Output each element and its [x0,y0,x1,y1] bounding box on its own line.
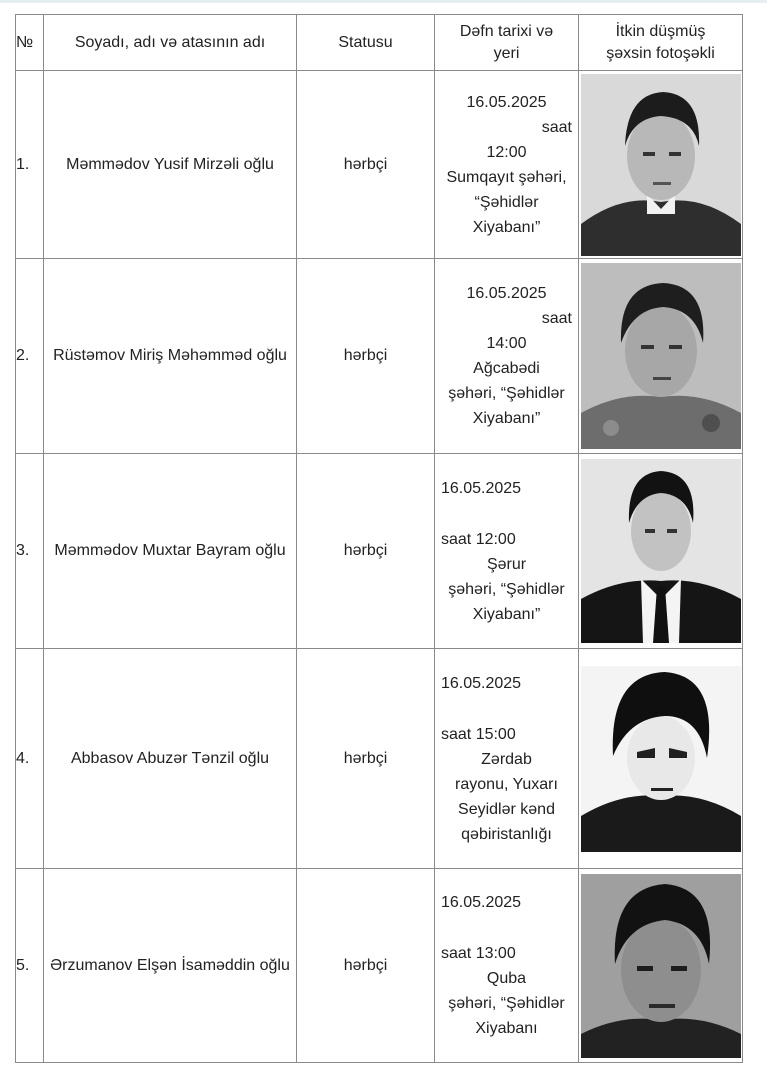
burial-place-line: rayonu, Yuxarı [455,775,558,793]
burial-place-line: Ağcabədi [473,360,540,377]
photo-cell [579,869,743,1063]
person-status: hərbçi [297,454,435,649]
person-status: hərbçi [297,649,435,869]
burial-place-line: Seyidlər kənd [458,800,555,818]
row-number: 5. [16,869,44,1063]
header-burial-line-2: yeri [493,44,520,62]
photo-cell [579,649,743,869]
row-number: 1. [16,71,44,259]
table-row [16,259,743,454]
person-name: Məmmədov Yusif Mirzəli oğlu [44,71,297,259]
burial-time: 12:00 [486,143,527,161]
burial-date: 16.05.2025 [441,894,522,911]
header-photo-line-2: şəxsin fotoşəkli [606,44,715,62]
burial-place-line: Xiyabanı [475,1020,538,1037]
burial-date: 16.05.2025 [466,285,547,302]
burial-time-label: saat [541,310,572,327]
top-divider [0,0,767,3]
photo-cell [579,454,743,649]
burial-info [435,71,579,259]
portrait-photo [581,74,741,256]
burial-info [435,259,579,454]
burial-time: 14:00 [486,335,527,352]
person-name: Rüstəmov Miriş Məhəmməd oğlu [44,259,297,454]
row-number: 2. [16,259,44,454]
portrait-photo [581,263,741,449]
header-status: Statusu [297,15,435,71]
burial-place-line: Sumqayıt şəhəri, [446,168,567,186]
photo-cell [579,71,743,259]
table-row [16,454,743,649]
burial-info [435,869,579,1063]
burial-place-line: Quba [486,970,527,987]
burial-place-line: Şərur [486,555,527,573]
portrait-photo [581,874,741,1058]
burial-place-line: Xiyabanı” [472,410,541,427]
burial-spacer [435,915,578,941]
burial-place-line: “Şəhidlər [474,193,539,211]
burial-date: 16.05.2025 [441,674,522,692]
burial-place-line: şəhəri, “Şəhidlər [448,580,565,598]
burial-place-line: Xiyabanı” [472,605,541,623]
burial-place-line: şəhəri, “Şəhidlər [448,995,565,1012]
burial-spacer [435,501,578,527]
header-full-name: Soyadı, adı və atasının adı [44,15,297,71]
header-number: № [16,15,44,71]
header-photo [579,15,743,71]
portrait-photo [581,666,741,852]
burial-date: 16.05.2025 [466,93,547,111]
burial-info [435,649,579,869]
burial-place-line: şəhəri, “Şəhidlər [448,385,565,402]
person-name: Məmmədov Muxtar Bayram oğlu [44,454,297,649]
burial-time: saat 15:00 [441,725,516,743]
table-row [16,869,743,1063]
burial-time-label: saat [541,118,572,136]
table-row [16,71,743,259]
burial-place-line: qəbiristanlığı [461,825,552,843]
missing-persons-table [15,14,743,1063]
person-status: hərbçi [297,259,435,454]
burial-info [435,454,579,649]
person-status: hərbçi [297,869,435,1063]
table-row [16,649,743,869]
burial-place-line: Xiyabanı” [472,218,541,236]
header-photo-line-1: İtkin düşmüş [615,22,706,40]
header-burial [435,15,579,71]
row-number: 4. [16,649,44,869]
person-name: Ərzumanov Elşən İsaməddin oğlu [44,869,297,1063]
person-status: hərbçi [297,71,435,259]
burial-date: 16.05.2025 [441,479,522,497]
person-name: Abbasov Abuzər Tənzil oğlu [44,649,297,869]
burial-spacer [435,696,578,722]
burial-place-line: Zərdab [481,750,532,768]
row-number: 3. [16,454,44,649]
burial-time: saat 13:00 [441,945,516,962]
burial-time: saat 12:00 [441,530,516,548]
portrait-photo [581,459,741,643]
header-burial-line-1: Dəfn tarixi və [459,22,554,40]
table-header-row [16,15,743,71]
photo-cell [579,259,743,454]
